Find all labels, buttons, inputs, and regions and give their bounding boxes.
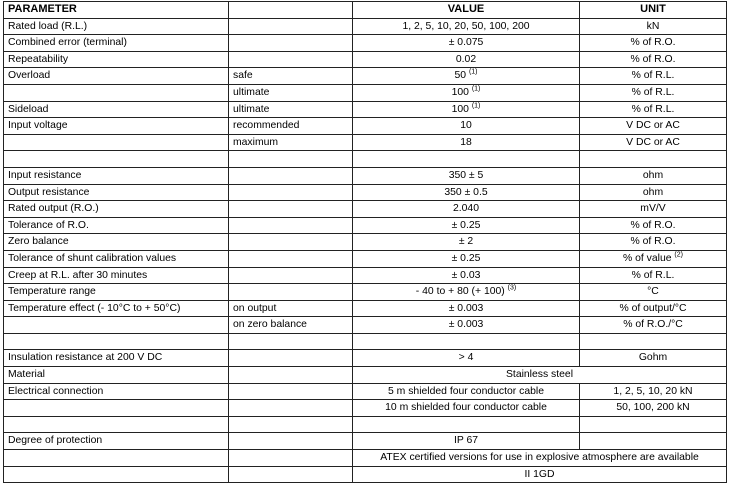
table-row — [4, 400, 727, 417]
condition-cell — [229, 450, 353, 467]
value-cell: 1, 2, 5, 10, 20, 50, 100, 200 — [353, 18, 580, 35]
header-unit: UNIT — [580, 2, 727, 19]
value-cell: ± 0.003 — [353, 300, 580, 317]
table-row — [4, 234, 727, 251]
condition-cell — [229, 350, 353, 367]
table-row — [4, 267, 727, 284]
value-cell: Stainless steel — [353, 367, 727, 384]
value-cell: 18 — [353, 134, 580, 151]
value-cell: 10 m shielded four conductor cable — [353, 400, 580, 417]
unit-cell: % of R.O. — [580, 35, 727, 52]
condition-cell: recommended — [229, 118, 353, 135]
value-cell: ± 0.25 — [353, 250, 580, 267]
unit-cell: ohm — [580, 167, 727, 184]
condition-cell — [229, 217, 353, 234]
table-row — [4, 433, 727, 450]
unit-cell: mV/V — [580, 201, 727, 218]
unit-cell: % of R.O. — [580, 217, 727, 234]
param-cell: Sideload — [4, 101, 229, 118]
param-cell — [4, 466, 229, 483]
unit-cell: kN — [580, 18, 727, 35]
table-row — [4, 201, 727, 218]
value-cell: > 4 — [353, 350, 580, 367]
param-cell — [4, 317, 229, 334]
table-row — [4, 466, 727, 483]
table-row — [4, 300, 727, 317]
table-row — [4, 68, 727, 85]
condition-cell — [229, 51, 353, 68]
atex-class: II 1GD — [353, 466, 727, 483]
footnote-ref: (1) — [471, 102, 481, 110]
condition-cell — [229, 184, 353, 201]
param-cell — [4, 84, 229, 101]
header-value: VALUE — [353, 2, 580, 19]
condition-cell — [229, 367, 353, 384]
value-cell — [353, 84, 580, 101]
param-cell: Input resistance — [4, 167, 229, 184]
table-row — [4, 134, 727, 151]
unit-cell: % of R.L. — [580, 267, 727, 284]
condition-cell: safe — [229, 68, 353, 85]
footnote-ref: (1) — [468, 68, 478, 76]
table-row — [4, 284, 727, 301]
spacer-row — [4, 416, 727, 433]
unit-cell: % of R.O. — [580, 51, 727, 68]
param-cell: Degree of protection — [4, 433, 229, 450]
unit-cell — [580, 433, 727, 450]
condition-cell — [229, 400, 353, 417]
value-cell: 0.02 — [353, 51, 580, 68]
table-row — [4, 18, 727, 35]
table-row — [4, 383, 727, 400]
param-cell: Zero balance — [4, 234, 229, 251]
spacer-row — [4, 333, 727, 350]
unit-cell: % of R.O./°C — [580, 317, 727, 334]
unit-cell: % of R.L. — [580, 101, 727, 118]
condition-cell — [229, 466, 353, 483]
param-cell — [4, 450, 229, 467]
param-cell: Combined error (terminal) — [4, 35, 229, 52]
header-row — [4, 2, 727, 19]
footnote-ref: (2) — [674, 251, 683, 259]
value-cell: ± 0.25 — [353, 217, 580, 234]
unit-cell: ohm — [580, 184, 727, 201]
table-row — [4, 217, 727, 234]
atex-note: ATEX certified versions for use in explosive atmosphere are available — [353, 450, 727, 467]
value-cell: 10 — [353, 118, 580, 135]
value-text: 50 — [454, 70, 467, 82]
param-cell: Temperature effect (- 10°C to + 50°C) — [4, 300, 229, 317]
param-cell: Tolerance of shunt calibration values — [4, 250, 229, 267]
table-row — [4, 317, 727, 334]
param-cell: Creep at R.L. after 30 minutes — [4, 267, 229, 284]
value-cell: 5 m shielded four conductor cable — [353, 383, 580, 400]
param-cell: Rated load (R.L.) — [4, 18, 229, 35]
condition-cell: ultimate — [229, 84, 353, 101]
table-row — [4, 84, 727, 101]
condition-cell: on zero balance — [229, 317, 353, 334]
table-row — [4, 184, 727, 201]
param-cell: Insulation resistance at 200 V DC — [4, 350, 229, 367]
param-cell: Repeatability — [4, 51, 229, 68]
param-cell: Input voltage — [4, 118, 229, 135]
condition-cell — [229, 267, 353, 284]
table-row — [4, 250, 727, 267]
value-cell: IP 67 — [353, 433, 580, 450]
footnote-ref: (1) — [471, 85, 481, 93]
table-row — [4, 167, 727, 184]
value-text: 100 — [451, 103, 469, 115]
unit-cell: V DC or AC — [580, 118, 727, 135]
table-row — [4, 450, 727, 467]
value-cell: ± 0.03 — [353, 267, 580, 284]
condition-cell — [229, 18, 353, 35]
table-row — [4, 350, 727, 367]
condition-cell — [229, 250, 353, 267]
unit-cell: 50, 100, 200 kN — [580, 400, 727, 417]
condition-cell: on output — [229, 300, 353, 317]
param-cell — [4, 134, 229, 151]
header-parameter: PARAMETER — [4, 2, 229, 19]
value-cell: ± 0.075 — [353, 35, 580, 52]
table-row — [4, 35, 727, 52]
condition-cell: ultimate — [229, 101, 353, 118]
value-cell: 350 ± 5 — [353, 167, 580, 184]
unit-cell — [580, 250, 727, 267]
condition-cell — [229, 35, 353, 52]
condition-cell — [229, 383, 353, 400]
value-cell: 350 ± 0.5 — [353, 184, 580, 201]
unit-text: % of value — [623, 252, 672, 264]
unit-cell: Gohm — [580, 350, 727, 367]
value-cell: ± 2 — [353, 234, 580, 251]
param-cell: Output resistance — [4, 184, 229, 201]
param-cell: Material — [4, 367, 229, 384]
condition-cell — [229, 234, 353, 251]
unit-cell: °C — [580, 284, 727, 301]
value-cell: 2.040 — [353, 201, 580, 218]
table-row — [4, 51, 727, 68]
table-row — [4, 118, 727, 135]
value-cell: ± 0.003 — [353, 317, 580, 334]
specification-table — [3, 1, 727, 483]
condition-cell — [229, 201, 353, 218]
value-cell — [353, 68, 580, 85]
param-cell: Rated output (R.O.) — [4, 201, 229, 218]
unit-cell: 1, 2, 5, 10, 20 kN — [580, 383, 727, 400]
param-cell: Tolerance of R.O. — [4, 217, 229, 234]
value-text: - 40 to + 80 (+ 100) — [415, 286, 505, 298]
unit-cell: % of output/°C — [580, 300, 727, 317]
condition-cell — [229, 284, 353, 301]
value-cell — [353, 101, 580, 118]
condition-cell — [229, 433, 353, 450]
param-cell — [4, 400, 229, 417]
condition-cell: maximum — [229, 134, 353, 151]
value-cell — [353, 284, 580, 301]
footnote-ref: (3) — [507, 284, 517, 292]
unit-cell: V DC or AC — [580, 134, 727, 151]
param-cell: Temperature range — [4, 284, 229, 301]
param-cell: Overload — [4, 68, 229, 85]
condition-cell — [229, 167, 353, 184]
unit-cell: % of R.L. — [580, 68, 727, 85]
value-text: 100 — [451, 86, 469, 98]
spacer-row — [4, 151, 727, 168]
unit-cell: % of R.O. — [580, 234, 727, 251]
unit-cell: % of R.L. — [580, 84, 727, 101]
table-row — [4, 101, 727, 118]
header-condition — [229, 2, 353, 19]
param-cell: Electrical connection — [4, 383, 229, 400]
table-row — [4, 367, 727, 384]
